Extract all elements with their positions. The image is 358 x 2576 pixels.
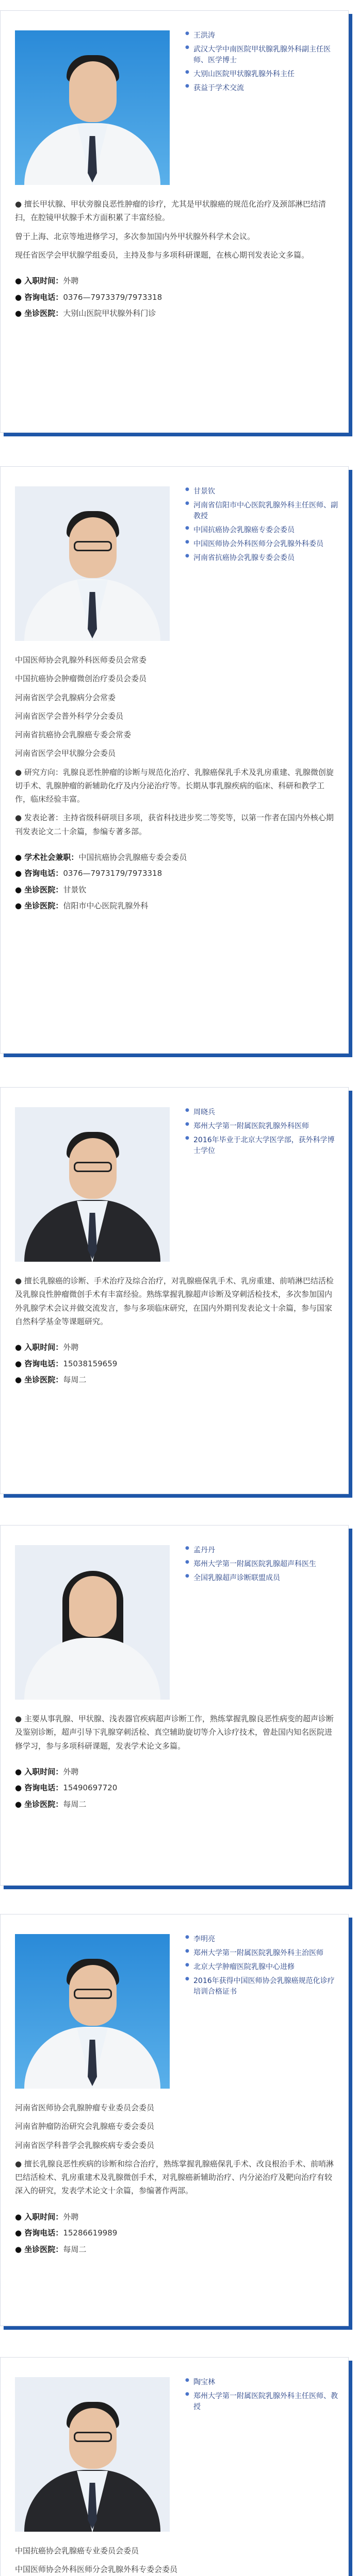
bullet: ● 甘景钦 [185, 486, 339, 497]
bio-text: 河南省医学科普学会乳腺疾病专委会委员 [15, 2140, 155, 2150]
doctor-photo [15, 1545, 170, 1700]
bullet: ● 周晓兵 [185, 1107, 339, 1118]
phone-link[interactable]: 0376—7973179/7973318 [63, 869, 162, 878]
info-label: ● 咨询电话： [15, 1359, 63, 1368]
bullet: ● 王洪涛 [185, 30, 339, 41]
bio-text: 河南省肿瘤防治研究会乳腺癌专委会委员 [15, 2122, 155, 2131]
info-label: ● 入职时间： [15, 2212, 63, 2222]
bio-text: 河南省医学会普外科学分会委员 [15, 711, 124, 721]
info-label: ● 坐诊医院： [15, 309, 63, 318]
info-label: ● 坐诊医院： [15, 2244, 63, 2254]
doctor-photo [15, 30, 170, 185]
bullet: ● 武汉大学中南医院甲状腺乳腺外科副主任医师、医学博士 [185, 44, 339, 66]
phone-link[interactable]: 0376—7973379/7973318 [63, 292, 162, 302]
info-label: ● 坐诊医院： [15, 1375, 63, 1384]
info-value: 大别山医院甲状腺外科门诊 [63, 309, 156, 318]
info-label: ● 学术社会兼职： [15, 852, 79, 862]
bio-text: ● 主要从事乳腺、甲状腺、浅表器官疾病超声诊断工作，熟练掌握乳腺良恶性病变的超声诊断及鉴别诊断，超声引导下乳腺穿刺活检、真空辅助旋切等介入诊疗技术，曾赴国内知名医院进修学习，参与多项科研课题，发表学术论文多篇。 [15, 1714, 334, 1751]
info-value: 每周二 [63, 1799, 87, 1809]
info-value: 甘景钦 [63, 885, 87, 894]
bio-text: ● 发表论著：主持省级科研项目多项，获省科技进步奖二等奖等，以第一作者在国内外核心期刊发表论文二十余篇，参编专著多部。 [15, 813, 334, 836]
bio-text: 河南省抗癌协会乳腺癌专委会常委 [15, 730, 132, 739]
doctor-photo [15, 1934, 170, 2089]
bullet: ● 中国医师协会外科医师分会乳腺外科委员 [185, 539, 339, 550]
bio-text: 中国医师协会乳腺外科医师委员会常委 [15, 655, 147, 665]
bullet: ● 2016年毕业于北京大学医学部，获外科学博士学位 [185, 1135, 339, 1157]
info-label: ● 坐诊医院： [15, 1799, 63, 1809]
info-value: 中国抗癌协会乳腺癌专委会委员 [78, 852, 187, 862]
bullet: ● 河南省抗癌协会乳腺专委会委员 [185, 553, 339, 564]
info-value: 外聘 [63, 1767, 79, 1776]
bio-text: 河南省医师协会乳腺肿瘤专业委员会委员 [15, 2103, 155, 2112]
bio-text: 中国医师协会外科医师分会乳腺外科专委会委员 [15, 2565, 178, 2574]
bio-text: ● 擅长乳腺良恶性疾病的诊断和综合治疗，熟练掌握乳腺癌保乳手术、改良根治手术、前哨淋巴结活检术、乳房重建术及乳腺微创手术，对乳腺癌新辅助治疗、内分泌治疗及靶向治疗有较深入的研究，发表学术论文十余篇，参编著作两部。 [15, 2159, 334, 2196]
doctor-photo [15, 2377, 170, 2532]
info-label: ● 咨询电话： [15, 1783, 63, 1793]
info-label: ● 坐诊医院： [15, 901, 63, 911]
doctor-photo [15, 486, 170, 641]
bio-text: 河南省医学会甲状腺分会委员 [15, 749, 116, 758]
bullet: ● 全国乳腺超声诊断联盟成员 [185, 1573, 339, 1584]
bio-text: 曾于上海、北京等地进修学习，多次参加国内外甲状腺外科学术会议。 [15, 231, 255, 241]
bullet: ● 孟丹丹 [185, 1545, 339, 1556]
bullet: ● 中国抗癌协会乳腺癌专委会委员 [185, 525, 339, 536]
bullet: ● 郑州大学第一附属医院乳腺外科医师 [185, 1121, 339, 1132]
info-value: 外聘 [63, 1343, 79, 1352]
info-label: ● 入职时间： [15, 276, 63, 285]
info-label: ● 咨询电话： [15, 2228, 63, 2238]
bio-text: 河南省医学会乳腺病分会常委 [15, 692, 116, 702]
info-value: 每周二 [63, 1375, 87, 1384]
bullet: ● 2016年获得中国医师协会乳腺癌规范化诊疗培训合格证书 [185, 1976, 339, 1997]
phone-link[interactable]: 15038159659 [63, 1359, 118, 1368]
bullet: ● 李明亮 [185, 1934, 339, 1945]
info-value: 外聘 [63, 276, 79, 285]
bio-text: 现任省医学会甲状腺学组委员，主持及参与多项科研课题，在核心期刊发表论文多篇。 [15, 250, 310, 260]
bullet: ● 获益于学术交流 [185, 83, 339, 94]
bio-text: 中国抗癌协会乳腺癌专业委员会委员 [15, 2546, 139, 2555]
doctor-card-1 [0, 10, 349, 433]
bullet: ● 大别山医院甲状腺乳腺外科主任 [185, 69, 339, 80]
info-value: 外聘 [63, 2212, 79, 2222]
info-label: ● 入职时间： [15, 1343, 63, 1352]
info-label: ● 咨询电话： [15, 869, 63, 878]
bullet: ● 郑州大学第一附属医院乳腺外科主任医师、教授 [185, 2391, 339, 2413]
info-label: ● 入职时间： [15, 1767, 63, 1776]
bio-text: ● 擅长甲状腺、甲状旁腺良恶性肿瘤的诊疗，尤其是甲状腺癌的规范化治疗及颈部淋巴结清扫，在腔镜甲状腺手术方面积累了丰富经验。 [15, 199, 326, 223]
doctor-photo [15, 1107, 170, 1262]
bio-text: 中国抗癌协会肿瘤微创治疗委员会委员 [15, 674, 147, 684]
doctor-card-6 [0, 2357, 349, 2576]
bullet: ● 北京大学肿瘤医院乳腺中心进修 [185, 1962, 339, 1973]
bullet: ● 陶宝林 [185, 2377, 339, 2388]
info-value: 信阳市中心医院乳腺外科 [63, 901, 149, 911]
doctor-card-5 [0, 1914, 349, 2326]
bio-text: ● 研究方向：乳腺良恶性肿瘤的诊断与规范化治疗、乳腺癌保乳手术及乳房重建、乳腺微创旋切手术、乳腺肿瘤的新辅助化疗及内分泌治疗等。长期从事乳腺疾病的临床、科研和教学工作，临床经验丰富。 [15, 767, 334, 804]
bullet: ● 郑州大学第一附属医院乳腺超声科医生 [185, 1559, 339, 1570]
info-value: 每周二 [63, 2244, 87, 2254]
doctor-card-4 [0, 1525, 349, 1886]
doctor-card-2 [0, 466, 349, 1054]
info-label: ● 坐诊医院： [15, 885, 63, 894]
phone-link[interactable]: 15490697720 [63, 1783, 118, 1793]
bullet: ● 河南省信阳市中心医院乳腺外科主任医师、副教授 [185, 500, 339, 522]
bio-text: ● 擅长乳腺癌的诊断、手术治疗及综合治疗，对乳腺癌保乳手术、乳房重建、前哨淋巴结活检及乳腺良性肿瘤微创手术有丰富经验。熟练掌握乳腺超声诊断及穿刺活检技术，多次参加国内外乳腺学术会议并做交流发言，参与多项临床研究，在国内外期刊发表论文十余篇，参与国家自然科学基金等课题研究。 [15, 1276, 334, 1326]
bullet: ● 郑州大学第一附属医院乳腺外科主治医师 [185, 1948, 339, 1959]
phone-link[interactable]: 15286619989 [63, 2228, 118, 2238]
info-label: ● 咨询电话： [15, 292, 63, 302]
doctor-card-3 [0, 1087, 349, 1494]
